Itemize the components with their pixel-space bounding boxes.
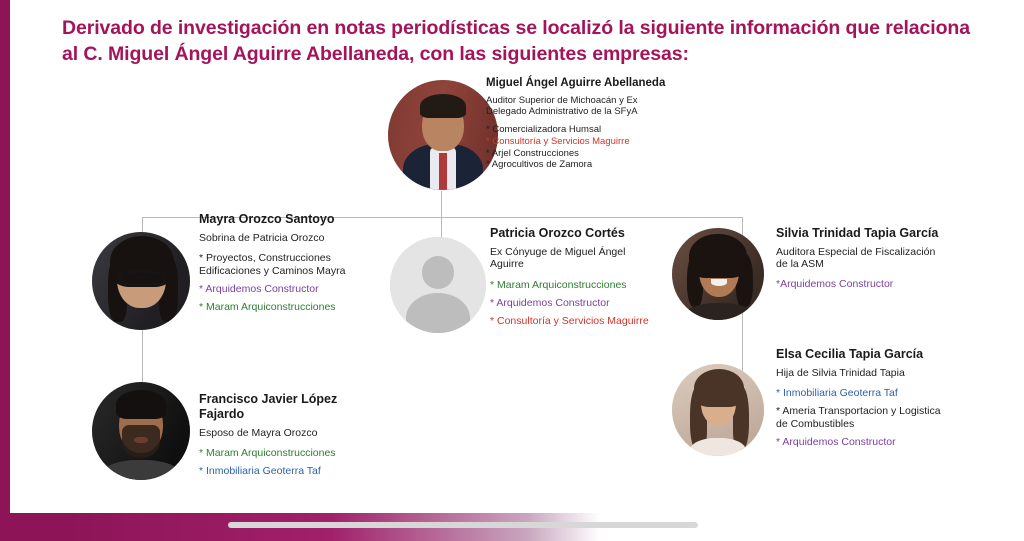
- silvia-company-0: *Arquidemos Constructor: [776, 277, 894, 290]
- patricia-company-2: * Consultoría y Servicios Maguirre: [490, 314, 649, 327]
- francisco-role: Esposo de Mayra Orozco: [199, 426, 318, 439]
- mayra-role: Sobrina de Patricia Orozco: [199, 231, 325, 244]
- miguel-company-0: * Comercializadora Humsal: [486, 124, 602, 136]
- mayra-company-0: * Proyectos, Construcciones Edificaciones y Caminos Mayra: [199, 252, 346, 278]
- elsa-company-0: * Inmobiliaria Geoterra Taf: [776, 387, 898, 400]
- avatar-mayra: [92, 232, 190, 330]
- miguel-name: Miguel Ángel Aguirre Abellaneda: [486, 77, 666, 89]
- mayra-text-block: [199, 212, 364, 314]
- miguel-company-3: * Agrocultivos de Zamora: [486, 159, 593, 171]
- patricia-company-1: * Arquidemos Constructor: [490, 296, 610, 309]
- mayra-company-1: * Arquidemos Constructor: [199, 282, 319, 295]
- mayra-name: Mayra Orozco Santoyo: [199, 212, 335, 226]
- patricia-role: Ex Cónyuge de Miguel Ángel Aguirre: [490, 245, 626, 271]
- francisco-company-1: * Inmobiliaria Geoterra Taf: [199, 464, 321, 477]
- miguel-role: Auditor Superior de Michoacán y Ex Delegado Administrativo de la SFyA: [486, 94, 638, 117]
- avatar-francisco: [92, 382, 190, 480]
- francisco-name: Francisco Javier López Fajardo: [199, 392, 338, 421]
- avatar-elsa: [672, 364, 764, 456]
- avatar-miguel: [388, 80, 498, 190]
- connector-miguel-down: [441, 191, 442, 217]
- footer-progress-bar[interactable]: [228, 522, 698, 528]
- patricia-name: Patricia Orozco Cortés: [490, 226, 625, 240]
- elsa-text-block: [776, 347, 951, 449]
- elsa-company-1: * Ameria Transportacion y Logistica de Combustibles: [776, 405, 941, 430]
- patricia-company-0: * Maram Arquiconstrucciones: [490, 278, 627, 291]
- elsa-role: Hija de Silvia Trinidad Tapia: [776, 366, 905, 379]
- elsa-company-2: * Arquidemos Constructor: [776, 435, 896, 448]
- silvia-text-block: [776, 226, 941, 291]
- patricia-text-block: [490, 226, 650, 327]
- francisco-company-0: * Maram Arquiconstrucciones: [199, 447, 336, 460]
- elsa-name: Elsa Cecilia Tapia García: [776, 347, 924, 361]
- silvia-name: Silvia Trinidad Tapia García: [776, 226, 939, 240]
- page-title: Derivado de investigación en notas periodísticas se localizó la siguiente información que relaciona al C. Miguel Ángel Aguirre Abellaneda, con las siguientes empresas:: [62, 17, 970, 65]
- silvia-role: Auditora Especial de Fiscalización de la ASM: [776, 245, 936, 271]
- avatar-patricia-placeholder: [390, 237, 486, 333]
- miguel-company-2: * Arjel Construcciones: [486, 147, 579, 159]
- mayra-company-2: * Maram Arquiconstrucciones: [199, 300, 336, 313]
- avatar-silvia: [672, 228, 764, 320]
- left-accent-bar: [0, 0, 10, 541]
- francisco-text-block: [199, 392, 379, 478]
- miguel-company-1: * Consultoría y Servicios Maguirre: [486, 135, 630, 147]
- miguel-text-block: [486, 77, 666, 171]
